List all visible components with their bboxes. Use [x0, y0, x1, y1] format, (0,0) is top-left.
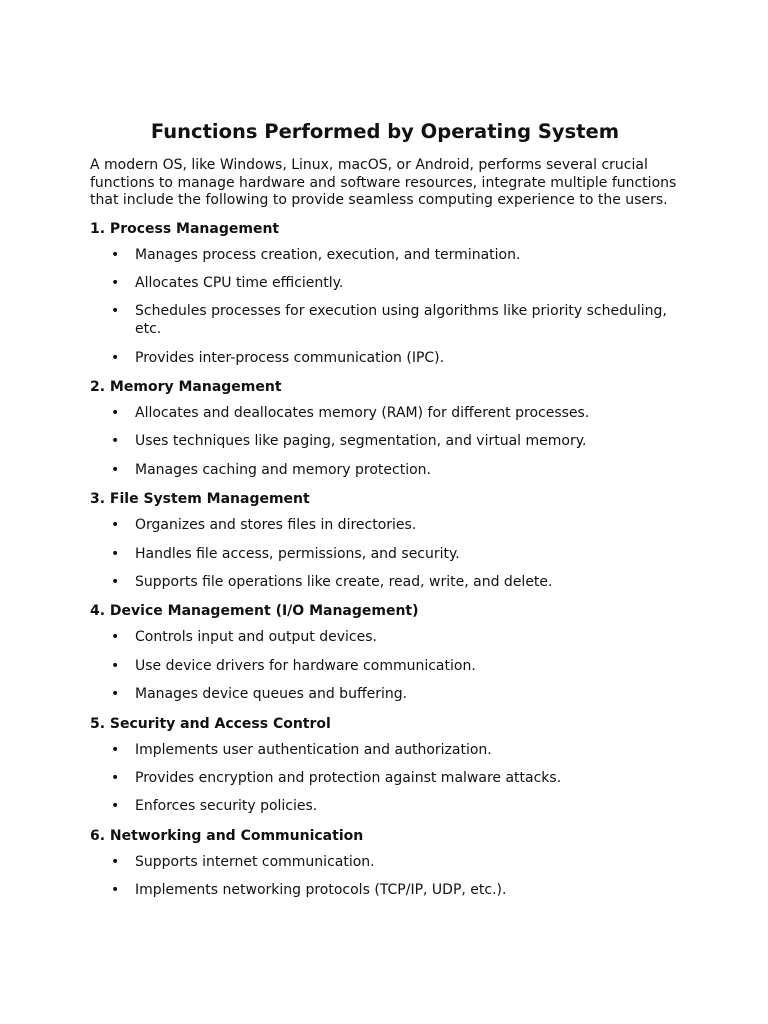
list-item [90, 461, 680, 479]
list-item-text: Provides encryption and protection against malware attacks. [135, 769, 562, 786]
list-item [90, 628, 680, 646]
list-item-text: Supports internet communication. [135, 853, 375, 870]
bullet-icon: • [111, 349, 120, 366]
list-item-text: Uses techniques like paging, segmentation, and virtual memory. [135, 433, 587, 450]
list-item-text: Manages process creation, execution, and termination. [135, 246, 521, 263]
list-item [90, 516, 680, 534]
list-item-text: Supports file operations like create, read, write, and delete. [135, 574, 553, 591]
list-item-text: Implements user authentication and authorization. [135, 741, 492, 758]
document-page [90, 118, 680, 910]
bullet-list [90, 741, 680, 816]
list-item [90, 741, 680, 759]
list-item [90, 274, 680, 292]
section-heading: 5. Security and Access Control [90, 715, 331, 732]
document-title: Functions Performed by Operating System [150, 120, 620, 143]
list-item [90, 881, 680, 899]
bullet-list [90, 853, 680, 899]
list-item-text: Organizes and stores files in directories. [135, 517, 417, 534]
list-item [90, 769, 680, 787]
section-heading: 6. Networking and Communication [90, 827, 364, 844]
section-heading: 2. Memory Management [90, 379, 282, 396]
list-item [90, 853, 680, 871]
bullet-icon: • [111, 741, 120, 758]
list-item [90, 349, 680, 367]
list-item [90, 246, 680, 264]
bullet-icon: • [111, 686, 120, 703]
bullet-list [90, 628, 680, 703]
bullet-icon: • [111, 461, 120, 478]
section [90, 219, 680, 367]
section [90, 601, 680, 703]
bullet-icon: • [111, 274, 120, 291]
list-item-text: Use device drivers for hardware communication. [135, 657, 476, 674]
bullet-icon: • [111, 769, 120, 786]
bullet-list [90, 246, 680, 367]
list-item [90, 573, 680, 591]
section [90, 714, 680, 816]
list-item [90, 302, 680, 338]
section-heading: 4. Device Management (I/O Management) [90, 603, 419, 620]
section [90, 489, 680, 591]
bullet-icon: • [111, 574, 120, 591]
bullet-icon: • [111, 657, 120, 674]
bullet-icon: • [111, 517, 120, 534]
list-item [90, 797, 680, 815]
list-item-text: Implements networking protocols (TCP/IP, UDP, etc.). [135, 882, 507, 899]
list-item [90, 685, 680, 703]
bullet-icon: • [111, 545, 120, 562]
list-item-text: Provides inter-process communication (IPC). [135, 349, 445, 366]
bullet-icon: • [111, 303, 120, 320]
bullet-icon: • [111, 629, 120, 646]
section [90, 826, 680, 899]
bullet-icon: • [111, 882, 120, 899]
bullet-icon: • [111, 853, 120, 870]
list-item-text: Enforces security policies. [135, 798, 318, 815]
list-item [90, 432, 680, 450]
section-heading: 1. Process Management [90, 220, 280, 237]
bullet-icon: • [111, 405, 120, 422]
bullet-list [90, 404, 680, 479]
list-item-text: Controls input and output devices. [135, 629, 377, 646]
list-item [90, 545, 680, 563]
list-item-text: Handles file access, permissions, and security. [135, 545, 460, 562]
sections-container [90, 219, 680, 900]
list-item-text: Schedules processes for execution using algorithms like priority scheduling, etc. [135, 303, 667, 338]
list-item [90, 404, 680, 422]
bullet-list [90, 516, 680, 591]
bullet-icon: • [111, 246, 120, 263]
list-item-text: Allocates and deallocates memory (RAM) for different processes. [135, 405, 590, 422]
list-item-text: Manages device queues and buffering. [135, 686, 408, 703]
section-heading: 3. File System Management [90, 491, 310, 508]
list-item-text: Manages caching and memory protection. [135, 461, 432, 478]
intro-paragraph: A modern OS, like Windows, Linux, macOS, or Android, performs several crucial functions to manage hardware and software resources, integrate multiple functions that include the following to provide seamless computing experience to the users. [90, 157, 677, 208]
bullet-icon: • [111, 798, 120, 815]
list-item-text: Allocates CPU time efficiently. [135, 274, 344, 291]
list-item [90, 657, 680, 675]
section [90, 377, 680, 479]
bullet-icon: • [111, 433, 120, 450]
